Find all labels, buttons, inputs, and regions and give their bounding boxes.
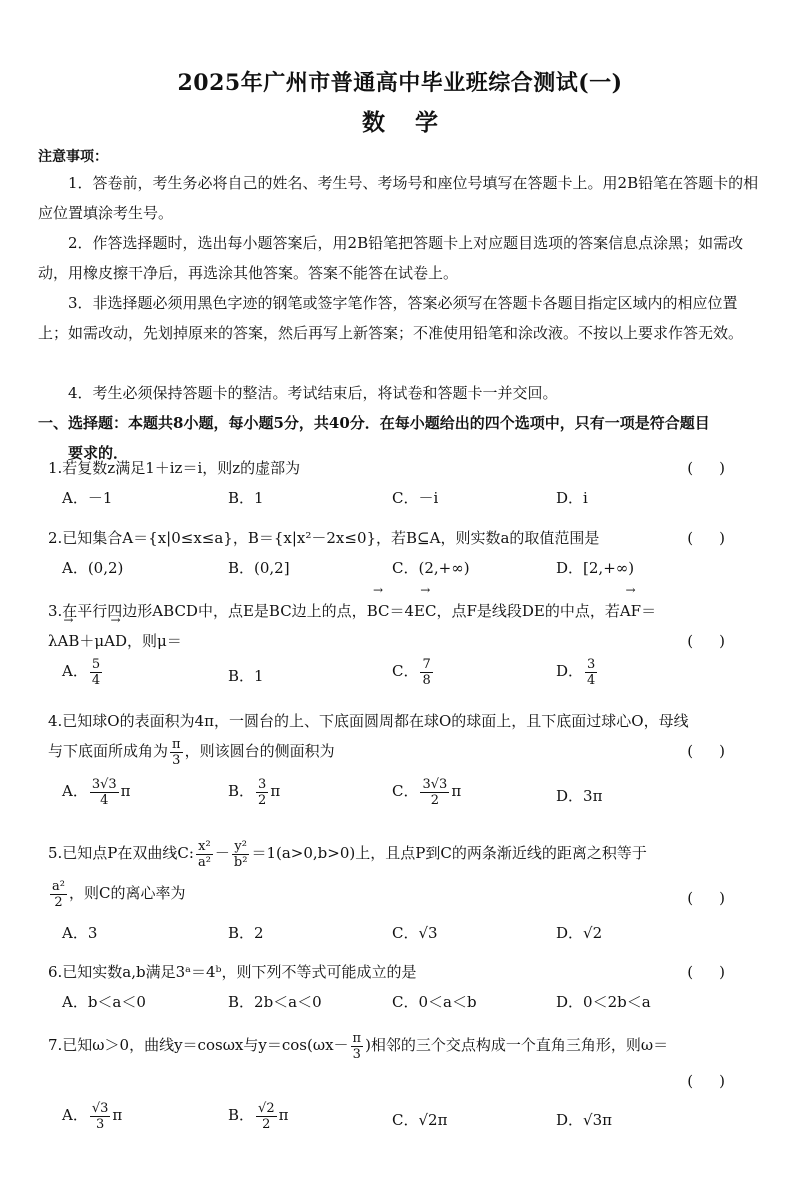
q3-option-b[interactable]: B．1 [228,667,264,685]
q6-answer-paren: () [687,963,751,981]
vector-af: → AF [620,596,641,626]
q7-stem-a: 7.已知ω＞0，曲线y＝cosωx与y＝cos(ωx－ [48,1036,349,1054]
q1-option-d[interactable]: D．i [556,489,588,507]
vector-bc: → BC [367,596,390,626]
q1-option-a[interactable]: A．－1 [62,489,113,507]
note-item-3: 3．非选择题必须用黑色字迹的钢笔或签字笔作答，答案必须写在答题卡各题目指定区域内的相应位置上；如需改动，先划掉原来的答案，然后再写上新答案；不准使用铅笔和涂改液。不按以上要求作答无效。 [38,294,744,342]
q4-option-a-fraction: $\frac{3√3}{4}$ [91,776,117,808]
q3-option-d-fraction: $\frac{3}{4}$ [587,656,596,688]
q7-stem-b: )相邻的三个交点构成一个直角三角形，则ω＝ [365,1036,669,1054]
q3-option-d[interactable]: D． $\frac{3}{4}$ [556,656,596,688]
q7-option-a-fraction: $\frac{√3}{3}$ [91,1100,109,1132]
question-6 [48,957,763,1017]
question-3 [48,596,763,696]
q4-option-c[interactable]: C． $\frac{3√3}{2}$ π [392,776,462,808]
q7-option-d[interactable]: D．√3π [556,1111,612,1129]
q2-option-a[interactable]: A．(0,2) [62,559,124,577]
q3-answer-paren: () [687,632,751,650]
q3-eq1: ＝4 [389,602,415,620]
q5-stem-line2: ，则C的离心率为 [68,884,186,902]
q6-stem: 6.已知实数a,b满足3ᵃ＝4ᵇ，则下列不等式可能成立的是 [48,963,417,981]
q3-option-c[interactable]: C． $\frac{7}{8}$ [392,656,431,688]
notes-heading: 注意事项： [38,149,108,165]
q5-stem-line1a: 5.已知点P在双曲线C: [48,844,194,862]
q5-stem-line1b: ＝1(a>0,b>0)上，且点P到C的两条渐近线的距离之积等于 [251,844,647,862]
q5-option-a[interactable]: A．3 [62,924,98,942]
q4-option-b[interactable]: B． $\frac{3}{2}$ π [228,776,281,808]
q6-option-b[interactable]: B．2b＜a＜0 [228,993,322,1011]
q4-option-b-fraction: $\frac{3}{2}$ [258,776,267,808]
q2-option-b[interactable]: B．(0,2] [228,559,290,577]
vector-ec: → EC [414,596,436,626]
q3-option-c-fraction: $\frac{7}{8}$ [422,656,431,688]
section-heading-line1: 一、选择题：本题共8小题，每小题5分，共40分．在每小题给出的四个选项中，只有一项是符合题目 [38,414,710,432]
exam-title: 2025年广州市普通高中毕业班综合测试(一) [177,70,623,96]
q4-stem-line1: 4.已知球O的表面积为4π，一圆台的上、下底面圆周都在球O的球面上，且下底面过球心O，母线 [48,712,689,730]
q1-stem: 1.若复数z满足1＋iz＝i，则z的虚部为 [48,459,301,477]
q4-stem-line2a: 与下底面所成角为 [48,742,169,760]
q3-stem-part2: ，点F是线段DE的中点，若 [436,602,620,620]
q5-frac-x-over-a: $\frac{\text{x²}}{\text{a²}}$ [197,838,211,870]
section-heading-line2: 要求的． [68,444,129,462]
q2-stem: 2.已知集合A＝{x|0≤x≤a}，B＝{x|x²－2x≤0}，若B⊆A，则实数a的取值范围是 [48,529,600,547]
note-item-2: 2．作答选择题时，选出每小题答案后，用2B铅笔把答题卡上对应题目选项的答案信息点涂黑；如需改动，用橡皮擦干净后，再选涂其他答案。答案不能答在试卷上。 [38,234,744,282]
note-item-1: 1．答卷前，考生务必将自己的姓名、考生号、考场号和座位号填写在答题卡上。用2B铅笔在答题卡的相应位置填涂考生号。 [38,174,759,222]
q4-option-a[interactable]: A． $\frac{3√3}{4}$ π [62,776,131,808]
q3-stem-part1: 3.在平行四边形ABCD中，点E是BC边上的点， [48,602,367,620]
q5-answer-paren: () [687,889,751,907]
q5-option-c[interactable]: C．√3 [392,924,438,942]
q4-option-c-fraction: $\frac{3√3}{2}$ [422,776,448,808]
q5-option-d[interactable]: D．√2 [556,924,603,942]
q4-angle-fraction: $\frac{\pi}{3}$ [172,736,181,768]
q2-option-d[interactable]: D．[2,+∞) [556,559,635,577]
q1-option-c[interactable]: C．－i [392,489,439,507]
exam-subject: 数学 [362,109,468,136]
q2-option-c[interactable]: C．(2,+∞) [392,559,470,577]
q7-answer-paren: () [687,1072,751,1090]
q3-option-a-fraction: $\frac{5}{4}$ [91,656,101,688]
q1-option-b[interactable]: B．1 [228,489,264,507]
question-2 [48,523,763,583]
question-5: 5.已知点P在双曲线C: $\frac{\text{x²}}{\text{a²}}$ － $\frac{\text{y²}}{\text{b²}}$ ＝1(a>0,b>0)上，且点P到C的两条渐近线的距离之积等于 $\frac{\text{a²}}{2}$ ，则C的离心率为 () A．3 B．2 C．√3 D．√2 [48,838,763,948]
q6-option-a[interactable]: A．b＜a＜0 [62,993,146,1011]
q7-option-c[interactable]: C．√2π [392,1111,448,1129]
q3-plus-mu: ＋μ [79,632,105,650]
question-4 [48,706,763,816]
q3-eq2: ＝ [641,602,657,620]
q7-option-a[interactable]: A． $\frac{√3}{3}$ π [62,1100,123,1132]
q5-option-b[interactable]: B．2 [228,924,264,942]
q1-answer-paren: () [687,459,751,477]
q6-option-d[interactable]: D．0＜2b＜a [556,993,651,1011]
q7-option-b-fraction: $\frac{√2}{2}$ [258,1100,275,1132]
q5-frac-y-over-b: $\frac{\text{y²}}{\text{b²}}$ [233,838,248,870]
q4-option-d[interactable]: D．3π [556,787,603,805]
note-item-4: 4．考生必须保持答题卡的整洁。考试结束后，将试卷和答题卡一并交回。 [68,384,558,402]
q4-answer-paren: () [687,742,751,760]
q7-option-b[interactable]: B． $\frac{√2}{2}$ π [228,1100,289,1132]
q2-answer-paren: () [687,529,751,547]
question-7 [48,1030,763,1140]
q5-frac-a-over-2: $\frac{\text{a²}}{2}$ [52,878,65,910]
q7-shift-fraction: $\frac{\pi}{3}$ [352,1030,362,1062]
q4-stem-line2b: ，则该圆台的侧面积为 [184,742,335,760]
q3-option-a[interactable]: A． $\frac{5}{4}$ [62,656,101,688]
vector-ab: → AB [58,626,80,656]
vector-ad: → AD [104,626,127,656]
question-1 [48,453,763,513]
q3-lambda: λ [48,632,58,650]
q3-stem-part3: ，则μ＝ [126,632,182,650]
q6-option-c[interactable]: C．0＜a＜b [392,993,477,1011]
